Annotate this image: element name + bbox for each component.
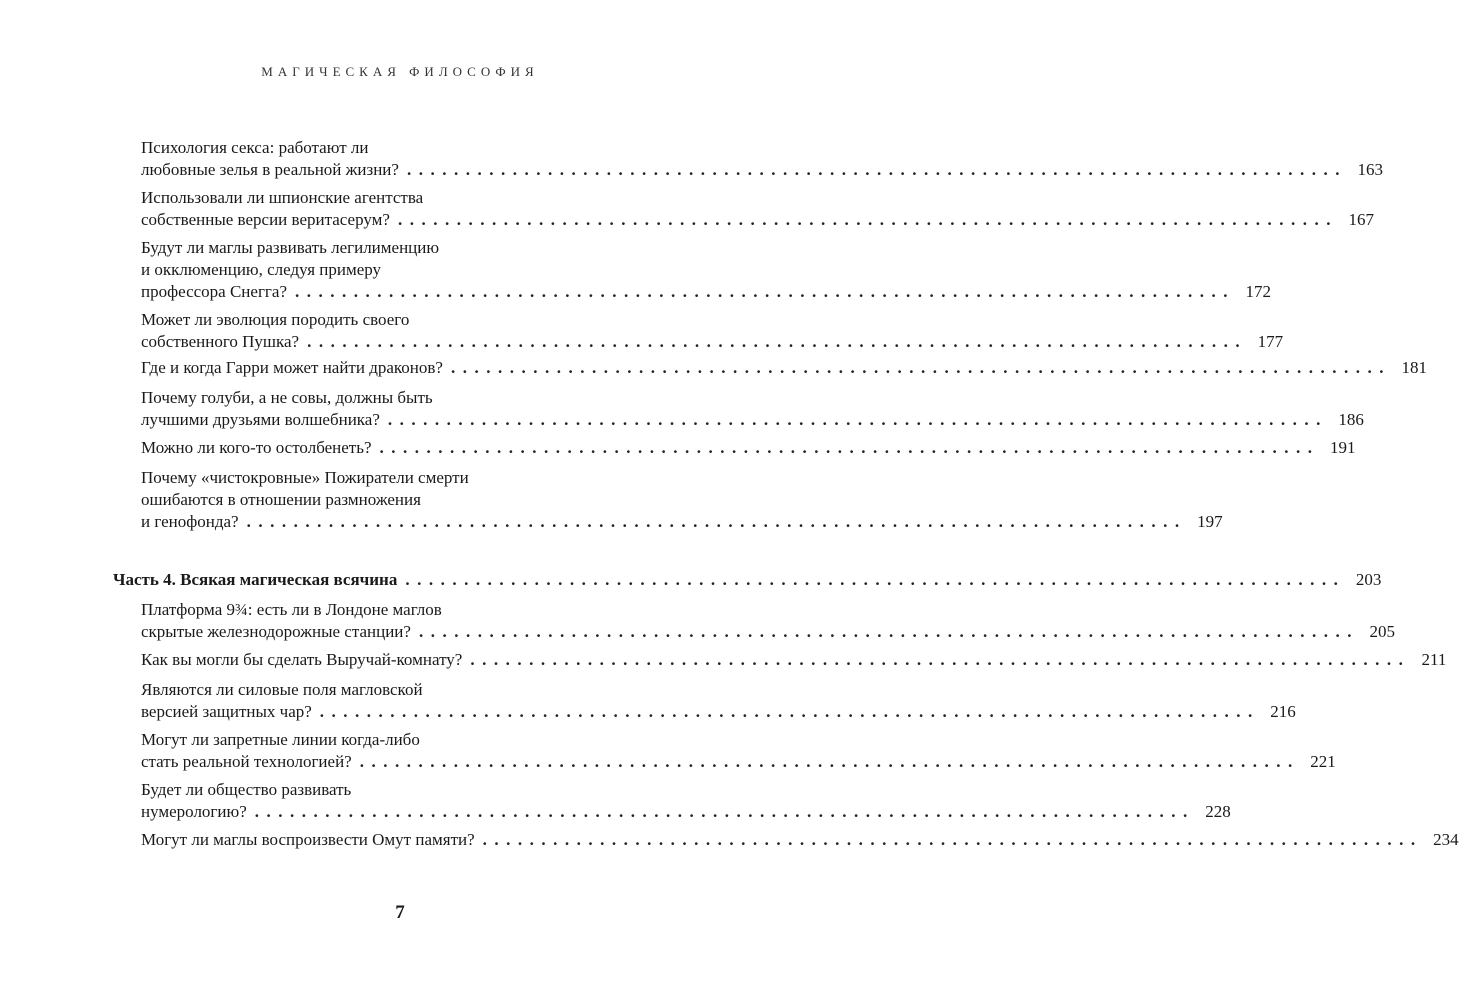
toc-entry [141,309,1284,353]
toc-part-title: Часть 4. Всякая магическая всячина [113,570,398,589]
toc-entry-line: лучшими друзьями волшебника? [141,410,380,429]
leader-dots: ................................................................................ [319,702,1260,721]
toc-entry-line: и окклюменцию, следуя примеру [141,260,382,279]
leader-dots: ................................................................................ [254,802,1195,821]
toc-page-number: 197 [1197,512,1223,531]
toc-part-heading [113,569,1382,591]
leader-dots: ................................................................................ [307,332,1248,351]
toc-entry [141,779,1231,823]
toc-page-number: 234 [1433,830,1459,849]
leader-dots: ................................................................................ [379,438,1320,457]
toc-entry-line: собственные версии веритасерум? [141,210,390,229]
toc-entry-line: Почему голуби, а не совы, должны быть [141,388,433,407]
leader-dots: ................................................................................ [359,752,1300,771]
toc-entry-line: ошибаются в отношении размножения [141,490,421,509]
toc-entry-line: версией защитных чар? [141,702,312,721]
toc-entry [141,187,1374,231]
toc-entry-line: Будет ли общество развивать [141,780,352,799]
toc-entry-line: Где и когда Гарри может найти драконов? [141,358,443,377]
toc-page-number: 177 [1257,332,1284,351]
toc-entry [141,729,1336,773]
toc-entry-line: Можно ли кого-то остолбенеть? [141,438,372,457]
toc-page-number: 203 [1355,570,1382,589]
toc-page-number: 172 [1245,282,1271,301]
toc-page-number: 186 [1338,410,1364,429]
leader-dots: ................................................................................ [406,160,1347,179]
toc-entry-line: Использовали ли шпионские агентства [141,188,424,207]
toc-entry [141,599,1395,643]
toc-entry [141,679,1296,723]
toc-page-number: 205 [1369,622,1395,641]
toc-entry-line: стать реальной технологией? [141,752,352,771]
leader-dots: ................................................................................ [387,410,1328,429]
running-head: МАГИЧЕСКАЯ ФИЛОСОФИЯ [261,64,539,79]
toc-entry [141,649,1447,671]
leader-dots: ................................................................................ [295,282,1235,301]
leader-dots: ................................................................................ [470,650,1411,669]
toc-entry-line: Платформа 9¾: есть ли в Лондоне маглов [141,600,442,619]
leader-dots: ................................................................................ [405,570,1346,589]
toc-entry-line: Психология секса: работают ли [141,138,369,157]
toc-page-number: 181 [1401,358,1427,377]
toc-entry [141,829,1459,851]
toc-entry-line: Почему «чистокровные» Пожиратели смерти [141,468,469,487]
toc-entry [141,387,1364,431]
toc-page-number: 228 [1205,802,1231,821]
toc-entry-line: Могут ли маглы воспроизвести Омут памяти? [141,830,475,849]
page-number: 7 [395,902,405,923]
toc-entry [141,467,1223,533]
toc-entry-line: нумерологию? [141,802,247,821]
toc-entry [141,237,1271,303]
toc-page-number: 216 [1270,702,1296,721]
toc-entry [141,137,1383,181]
toc-entry-line: Как вы могли бы сделать Выручай-комнату? [141,650,463,669]
toc-page-number: 167 [1348,210,1374,229]
toc-entry-line: собственного Пушка? [141,332,300,351]
toc-entry-line: любовные зелья в реальной жизни? [141,160,399,179]
toc-page-number: 191 [1330,438,1356,457]
leader-dots: ................................................................................ [418,622,1359,641]
toc-entry [141,437,1356,459]
leader-dots: ................................................................................ [397,210,1338,229]
toc-entry-line: скрытые железнодорожные станции? [141,622,411,641]
toc-entry-line: профессора Снегга? [141,282,287,301]
leader-dots: ................................................................................ [482,830,1423,849]
toc-page-number: 211 [1421,650,1447,669]
toc-entry-line: и генофонда? [141,512,239,531]
toc-entry-line: Будут ли маглы развивать легилименцию [141,238,440,257]
toc-page-number: 163 [1357,160,1383,179]
toc-entry-line: Являются ли силовые поля магловской [141,680,423,699]
leader-dots: ................................................................................ [246,512,1187,531]
toc-entry [141,357,1427,379]
toc-entry-line: Может ли эволюция породить своего [141,310,410,329]
toc-page-number: 221 [1310,752,1336,771]
leader-dots: ................................................................................ [450,358,1391,377]
toc-entry-line: Могут ли запретные линии когда-либо [141,730,420,749]
